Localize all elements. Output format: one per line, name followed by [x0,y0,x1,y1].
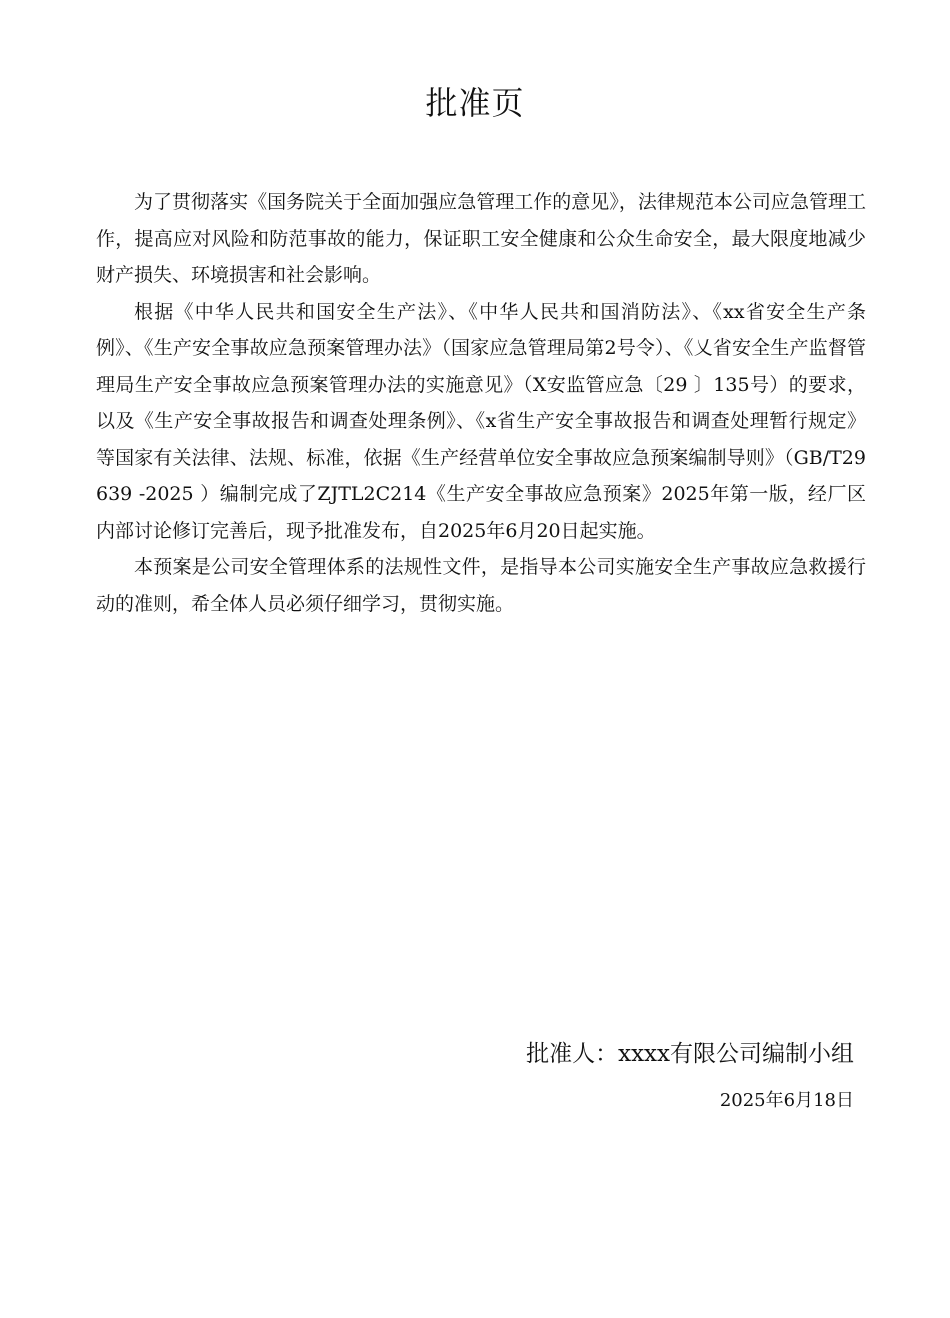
paragraph-legal-basis: 根据《中华人民共和国安全生产法》、《中华人民共和国消防法》、《xx省安全生产条例》、《生产安全事故应急预案管理办法》（国家应急管理局第2号令）、《乂省安全生产监督管理局生产安全事故应急预案管理办法的实施意见》（X安监管应急〔29 〕135号）的要求，以及《生产安全事故报告和调查处理条例》、《x省生产安全事故报告和调查处理暂行规定》等国家有关法律、法规、标准，依据《生产经营单位安全事故应急预案编制导则》（GB/T29639 -2025 ）编制完成了ZJTL2C214《生产安全事故应急预案》2025年第一版，经厂区内部讨论修订完善后，现予批准发布，自2025年6月20日起实施。 [96,300,866,542]
page-title: 批准页 [425,84,525,122]
paragraph-purpose: 为了贯彻落实《国务院关于全面加强应急管理工作的意见》，法律规范本公司应急管理工作，提高应对风险和防范事故的能力，保证职工安全健康和公众生命安全，最大限度地减少财产损失、环境损害和社会影响。 [96,191,866,286]
approval-date: 2025年6月18日 [719,1090,854,1111]
document-body [96,184,866,622]
approver-signature: 批准人：xxxx有限公司编制小组 [526,1041,854,1067]
paragraph-requirement: 本预案是公司安全管理体系的法规性文件，是指导本公司实施安全生产事故应急救援行动的准则，希全体人员必须仔细学习，贯彻实施。 [96,556,866,615]
